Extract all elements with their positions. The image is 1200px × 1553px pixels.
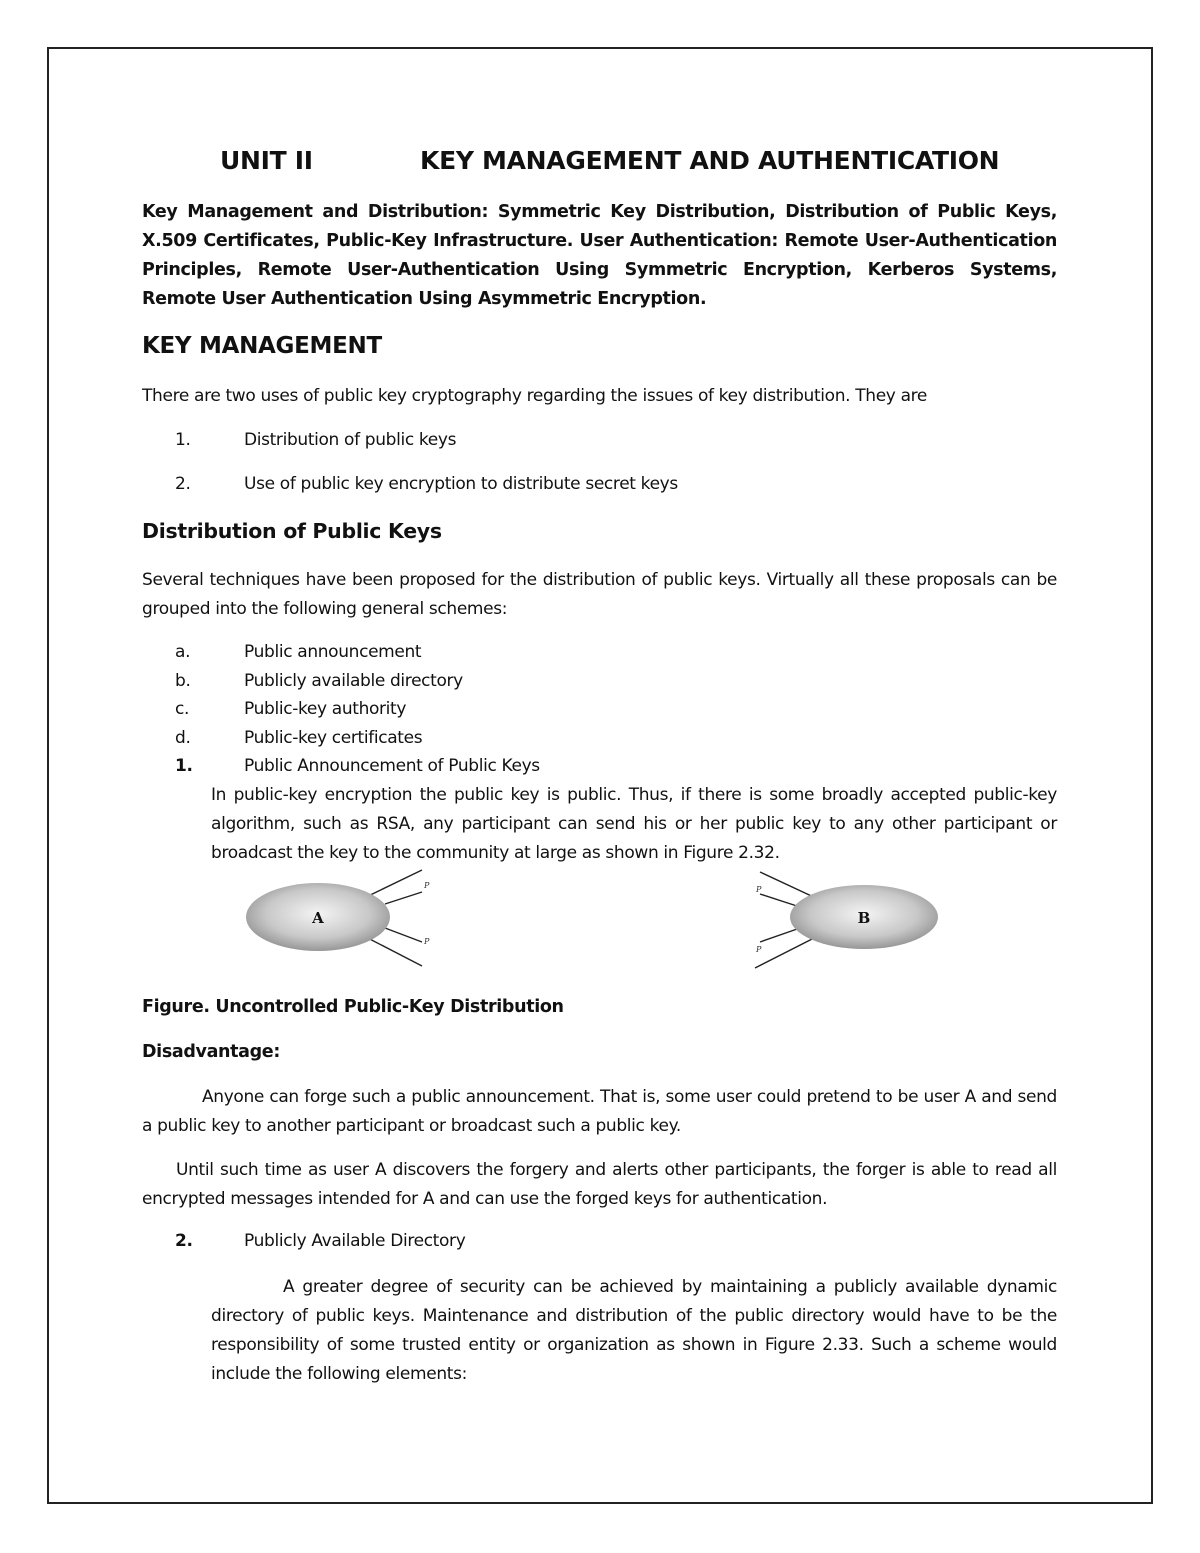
- announcement-body: In public-key encryption the public key is public. Thus, if there is some broadly accepted public-key algorithm, such as RSA, any participant can send his or her public key to any other participant or broadcast the key to the community at large as shown in Figure 2.32.: [211, 785, 1057, 863]
- unit-heading: KEY MANAGEMENT AND AUTHENTICATION: [420, 146, 1000, 175]
- node-a-label: A: [312, 909, 324, 927]
- directory-body: A greater degree of security can be achieved by maintaining a publicly available dynamic directory of public keys. Maintenance and distribution of the public directory would have to be the responsibility of some trusted entity or organization as shown in Figure 2.33. Such a scheme would include the following elements:: [211, 1277, 1057, 1384]
- syllabus-paragraph: Key Management and Distribution: Symmetric Key Distribution, Distribution of Public Keys, X.509 Certificates, Public-Key Infrastructure. User Authentication: Remote User-Authentication Principles, Remote User-Authentication Using Symmetric Encryption, Kerberos Systems, Remote User Authentication Using Asymmetric Encryption.: [142, 202, 1057, 309]
- figure-caption: Figure. Uncontrolled Public-Key Distribution: [142, 997, 564, 1017]
- unit-label: UNIT II: [220, 146, 313, 175]
- distribution-heading: Distribution of Public Keys: [142, 519, 442, 543]
- svg-text:P: P: [424, 937, 430, 946]
- key-management-intro: There are two uses of public key cryptography regarding the issues of key distribution. They are: [142, 386, 928, 406]
- disadvantage-label: Disadvantage:: [142, 1042, 280, 1062]
- svg-text:P: P: [756, 945, 762, 954]
- node-b-label: B: [857, 909, 871, 927]
- public-key-figure: [240, 862, 950, 974]
- key-management-heading: KEY MANAGEMENT: [142, 333, 382, 359]
- distribution-intro: Several techniques have been proposed for the distribution of public keys. Virtually all these proposals can be grouped into the following general schemes:: [142, 570, 1057, 619]
- svg-text:P: P: [756, 885, 762, 894]
- disadvantage-paragraph-2: Until such time as user A discovers the forgery and alerts other participants, the forger is able to read all encrypted messages intended for A and can use the forged keys for authentication.: [142, 1160, 1057, 1209]
- disadvantage-paragraph-1: Anyone can forge such a public announcement. That is, some user could pretend to be user A and send a public key to another participant or broadcast such a public key.: [142, 1087, 1057, 1136]
- svg-text:P: P: [424, 881, 430, 890]
